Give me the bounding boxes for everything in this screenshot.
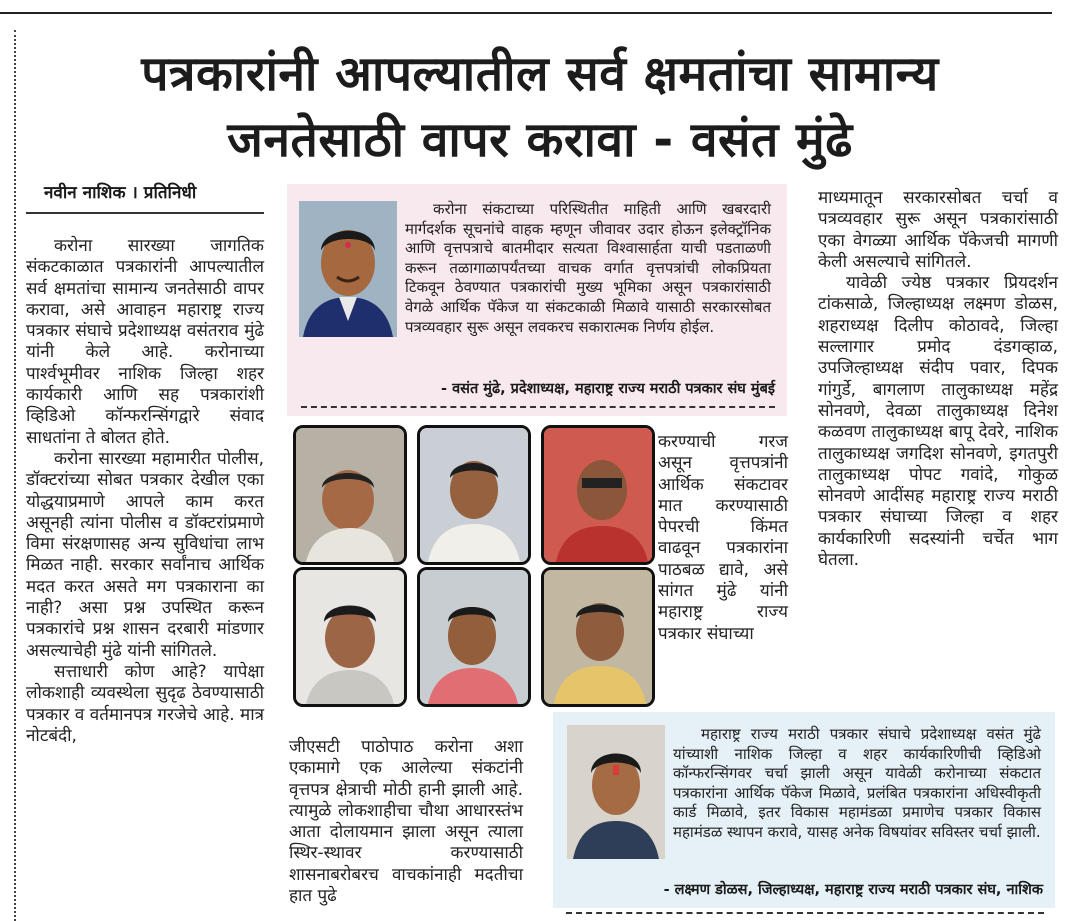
quote-2-signature: - लक्ष्मण डोळस, जिल्हाध्यक्ष, महाराष्ट्र राज्य मराठी पत्रकार संघ, नाशिक	[663, 882, 1043, 898]
video-participant-4	[293, 567, 407, 707]
top-rule	[0, 12, 1052, 14]
column-1-paragraph-2: करोना सारख्या महामारीत पोलीस, डॉक्टरांच्या सोबत पत्रकार देखील एका योद्धयाप्रमाणे आपले काम करत असूनही त्यांना पोलीस व डॉक्टरांप्रमाणे विमा संरक्षणासह अन्य सुविधांचा लाभ मिळत नाही. सरकार सर्वांनाच आर्थिक मदत करत असते मग पत्रकाराना का नाही? असा प्रश्न उपस्थित करून पत्रकारांचे प्रश्न शासन दरबारी मांडणार असल्याचेही मुंढे यांनी सांगितले.	[26, 448, 264, 661]
quote-box-president	[287, 184, 787, 416]
headline-line-1: पत्रकारांनी आपल्यातील सर्व क्षमतांचा सामान्य	[141, 46, 939, 102]
quote-1-rule	[301, 406, 775, 408]
right-column-paragraph-1: माध्यमातून सरकारसोबत चर्चा व पत्रव्यवहार सुरू असून पत्रकारांसाठी एका वेगळ्या आर्थिक पॅकेजची मागणी केली असल्याचे सांगितले.	[818, 188, 1058, 272]
column-1	[26, 236, 264, 747]
column-1-paragraph-1: करोना सारख्या जागतिक संकटकाळात पत्रकारांनी आपल्यातील सर्व क्षमतांचा सामान्य जनतेसाठी वापर करावा, असे आवाहन महाराष्ट्र राज्य पत्रकार संघाचे प्रदेशाध्यक्ष वसंतराव मुंढे यांनी केले आहे. करोनाच्या पार्श्वभूमीवर नाशिक जिल्हा शहर कार्यकारी आणि सह पत्रकारांशी व्हिडिओ कॉन्फरन्सिंगद्वारे संवाद साधतांना ते बोलत होते.	[26, 236, 264, 448]
quote-text-president	[293, 200, 771, 342]
quote-1-signature: - वसंत मुंढे, प्रदेशाध्यक्ष, महाराष्ट्र राज्य मराठी पत्रकार संघ मुंबई	[441, 381, 775, 397]
byline: नवीन नाशिक । प्रतिनिधी	[44, 183, 197, 203]
video-participant-2	[417, 425, 531, 565]
column-1-paragraph-3: सत्ताधारी कोण आहे? यापेक्षा लोकशाही व्यवस्थेला सुदृढ ठेवण्यासाठी पत्रकार व वर्तमानपत्र गरजेचे आहे. मात्र नोटबंदी,	[26, 661, 264, 746]
middle-column-text: करण्याची गरज असून वृत्तपत्रांनी आर्थिक संकटावर मात करण्यासाठी पेपरची किंमत वाढवून पत्रकारांना पाठबळ द्यावे, असे सांगत मुंढे यांनी महाराष्ट्र राज्य पत्रकार संघाच्या	[658, 432, 788, 644]
quote-box-district-president	[553, 712, 1055, 908]
byline-rule	[26, 212, 264, 214]
middle-column	[658, 432, 788, 645]
quote-1-body: करोना संकटाच्या परिस्थितीत माहिती आणि खबरदारी मार्गदर्शक सूचनांचे वाहक म्हणून जीवावर उदार होऊन इलेक्ट्रॉनिक आणि वृत्तपत्राचे बातमीदार सत्यता विश्वासार्हता याची पडताळणी करून तळागाळापर्यंतच्या वाचक वर्गात वृत्तपत्रांची लोकप्रियता टिकवून ठेवण्यात पत्रकारांची मुख्य भूमिका असून पत्रकारांसाठी वेगळे आर्थिक पॅकेज या संकटकाळी मिळावे यासाठी सरकारसोबत पत्रव्यवहार सुरू असून लवकरच सकारात्मक निर्णय होईल.	[405, 200, 771, 336]
left-column-divider	[14, 30, 16, 921]
bottom-middle-text: जीएसटी पाठोपाठ करोना अशा एकामागे एक आलेल्या संकटांनी वृत्तपत्र क्षेत्राची मोठी हानी झाली आहे. त्यामुळे लोकशाहीचा चौथा आधारस्तंभ आता दोलायमान झाला असून त्याला स्थिर-स्थावर करण्यासाठी शासनाबरोबरच वाचकांनाही मदतीचा हात पुढे	[289, 737, 523, 907]
video-participant-6	[541, 567, 655, 707]
bottom-middle-column	[289, 737, 523, 907]
video-participant-5	[417, 567, 531, 707]
headline-line-2: जनतेसाठी वापर करावा - वसंत मुंढे	[227, 112, 853, 168]
photo-float-space	[293, 200, 405, 342]
video-participant-3	[541, 425, 655, 565]
right-column-paragraph-2: यावेळी ज्येष्ठ पत्रकार प्रियदर्शन टांकसाळे, जिल्हाध्यक्ष लक्ष्मण डोळस, शहराध्यक्ष दिलीप कोठावदे, जिल्हा सल्लागार प्रमोद दंडगव्हाळ, उपजिल्हाध्यक्ष संदीप पवार, दिपक गांगुर्डे, बागलाण तालुकाध्यक्ष महेंद्र सोनवणे, देवळा तालुकाध्यक्ष दिनेश कळवण तालुकाध्यक्ष बापू देवरे, नाशिक तालुकाध्यक्ष जगदिश सोनवणे, इगतपुरी तालुकाध्यक्ष पोपट गवांदे, गोकुळ सोनवणे आदींसह महाराष्ट्र राज्य मराठी पत्रकार संघाच्या जिल्हा व शहर कार्यकारिणी सदस्यांनी चर्चेत भाग घेतला.	[818, 273, 1058, 571]
right-column	[818, 188, 1058, 571]
video-participant-1	[293, 425, 407, 565]
photo-float-space-2	[561, 725, 673, 865]
quote-2-body: महाराष्ट्र राज्य मराठी पत्रकार संघाचे प्रदेशाध्यक्ष वसंत मुंढे यांच्याशी नाशिक जिल्हा व शहर कार्यकारिणीची व्हिडिओ कॉन्फरन्सिंगवर चर्चा झाली असून यावेळी करोनाच्या संकटात पत्रकारांना आर्थिक पॅकेज मिळावे, प्रलंबित पत्रकारांना अधिस्वीकृती कार्ड मिळावे, इतर विकास महामंडळा प्रमाणेच पत्रकार विकास महामंडळ स्थापन करावे, यासह अनेक विषयांवर सविस्तर चर्चा झाली.	[673, 725, 1041, 841]
quote-2-rule	[566, 912, 1044, 914]
quote-text-district	[561, 725, 1041, 865]
